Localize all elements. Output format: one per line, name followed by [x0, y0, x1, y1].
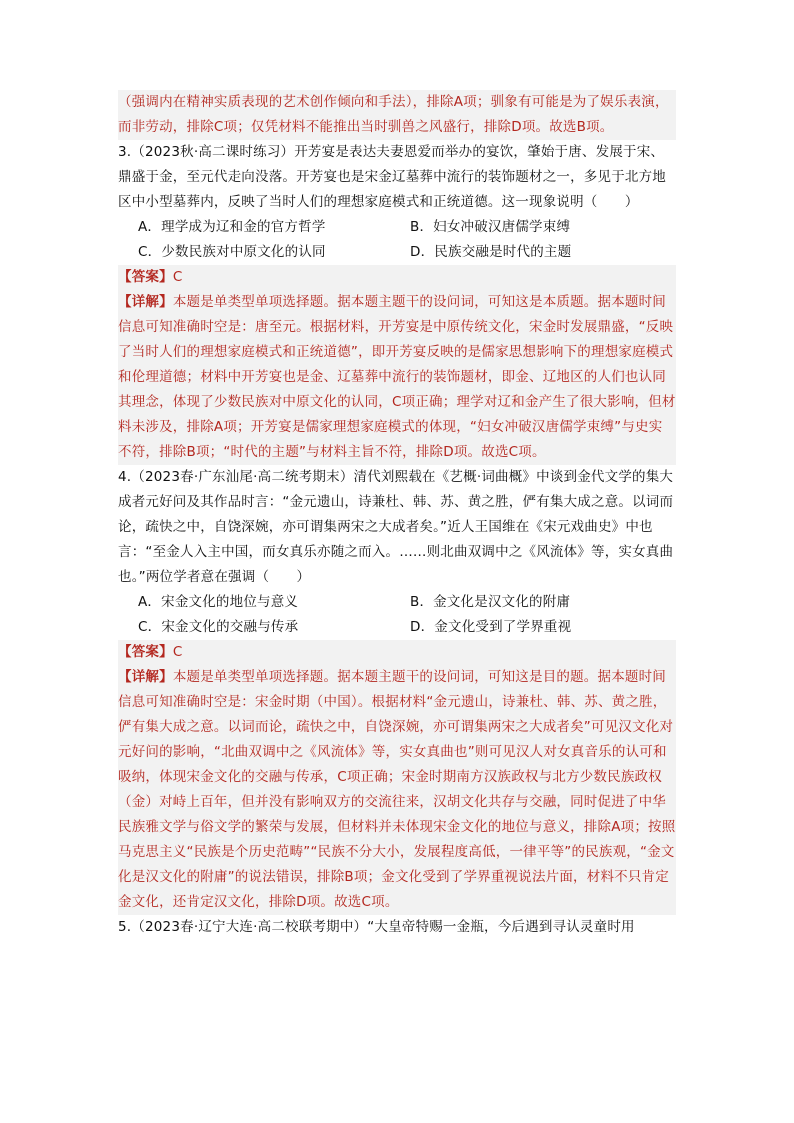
question-3-options: [118, 215, 676, 265]
question-4-answer-block: [118, 640, 676, 915]
detail-body: 本题是单类型单项选择题。据本题主题干的设问词，可知这是本质题。据本题时间信息可知准确时空是：唐至元。根据材料，开芳宴是中原传统文化，宋金时发展鼎盛，“反映了当时人们的理想家庭模式和正统道德”，即开芳宴反映的是儒家思想影响下的理想家庭模式和伦理道德；材料中开芳宴也是金、辽墓葬中流行的装饰题材，即金、辽地区的人们也认同其理念，体现了少数民族对中原文化的认同，C项正确；理学对辽和金产生了很大影响，但材料未涉及，排除A项；开芳宴是儒家理想家庭模式的体现，“妇女冲破汉唐儒学束缚”与史实不符，排除B项；“时代的主题”与材料主旨不符，排除D项。故选C项。: [118, 294, 676, 460]
option-a: A．宋金文化的地位与意义: [138, 594, 299, 610]
previous-explanation-text: （强调内在精神实质表现的艺术创作倾向和手法），排除A项；驯象有可能是为了娱乐表演，而非劳动，排除C项；仅凭材料不能推出当时驯兽之风盛行，排除D项。故选B项。: [118, 94, 669, 135]
detail-text: [118, 665, 676, 915]
answer-value: C: [172, 644, 183, 660]
option-c: C．宋金文化的交融与传承: [138, 619, 299, 635]
detail-label: 【详解】: [118, 294, 173, 310]
question-number: 4.: [118, 469, 132, 485]
answer-label: 【答案】: [118, 269, 173, 285]
question-5: [118, 915, 676, 940]
question-number: 3.: [118, 144, 132, 160]
option-d: D．金文化受到了学界重视: [410, 619, 572, 635]
detail-body: 本题是单类型单项选择题。据本题主题干的设问词，可知这是目的题。据本题时间信息可知准确时空是：宋金时期（中国）。根据材料“金元遗山，诗兼杜、韩、苏、黄之胜，俨有集大成之意。以词而论，疏快之中，自饶深婉，亦可谓集两宋之大成者矣”可见汉文化对元好问的影响，“北曲双调中之《风流体》等，实女真曲也”则可见汉人对女真音乐的认可和吸纳，体现宋金文化的交融与传承，C项正确；宋金时期南方汉族政权与北方少数民族政权（金）对峙上百年，但并没有影响双方的交流往来，汉胡文化共存与交融，同时促进了中华民族雅文学与俗文学的繁荣与发展，但材料并未体现宋金文化的地位与意义，排除A项；按照马克思主义“民族是个历史范畴”“民族不分大小，发展程度高低，一律平等”的民族观，“金文化是汉文化的附庸”的说法错误，排除B项；金文化受到了学界重视说法片面，材料不只肯定金文化，还肯定汉文化，排除D项。故选C项。: [118, 669, 676, 910]
previous-explanation: [118, 90, 676, 140]
answer-label: 【答案】: [118, 644, 173, 660]
question-5-stem: [118, 915, 676, 940]
question-3-stem: [118, 140, 676, 215]
question-3: [118, 140, 676, 265]
option-a: A．理学成为辽和金的官方哲学: [138, 219, 326, 235]
detail-text: [118, 290, 676, 465]
answer-value: C: [172, 269, 183, 285]
answer-line: [118, 640, 676, 665]
question-source: （2023秋·高二课时练习）: [131, 144, 295, 160]
question-4-stem: [118, 465, 676, 590]
question-number: 5.: [118, 919, 132, 935]
option-b: B．金文化是汉文化的附庸: [410, 594, 571, 610]
question-text: 开芳宴是表达夫妻恩爱而举办的宴饮，肇始于唐、发展于宋、鼎盛于金，至元代走向没落。开芳宴也是宋金辽墓葬中流行的装饰题材之一，多见于北方地区中小型墓葬内，反映了当时人们的理想家庭模式和正统道德。这一现象说明（ ）: [118, 144, 666, 210]
question-text: “大皇帝特赐一金瓶，今后遇到寻认灵童时用: [367, 919, 635, 935]
question-source: （2023春·辽宁大连·高二校联考期中）: [131, 919, 368, 935]
answer-line: [118, 265, 676, 290]
question-4-options: [118, 590, 676, 640]
detail-label: 【详解】: [118, 669, 173, 685]
question-source: （2023春·广东汕尾·高二统考期末）: [131, 469, 354, 485]
question-3-answer-block: [118, 265, 676, 465]
option-c: C．少数民族对中原文化的认同: [138, 244, 326, 260]
question-text: 清代刘熙载在《艺概·词曲概》中谈到金代文学的集大成者元好问及其作品时言：“金元遗山，诗兼杜、韩、苏、黄之胜，俨有集大成之意。以词而论，疏快之中，自饶深婉，亦可谓集两宋之大成者矣。”近人王国维在《宋元戏曲史》中也言：“至金人入主中国，而女真乐亦随之而入。……则北曲双调中之《风流体》等，实女真曲也。”两位学者意在强调（ ）: [118, 469, 674, 585]
option-b: B．妇女冲破汉唐儒学束缚: [410, 219, 571, 235]
question-4: [118, 465, 676, 640]
document-page: [118, 90, 676, 940]
option-d: D．民族交融是时代的主题: [410, 244, 572, 260]
